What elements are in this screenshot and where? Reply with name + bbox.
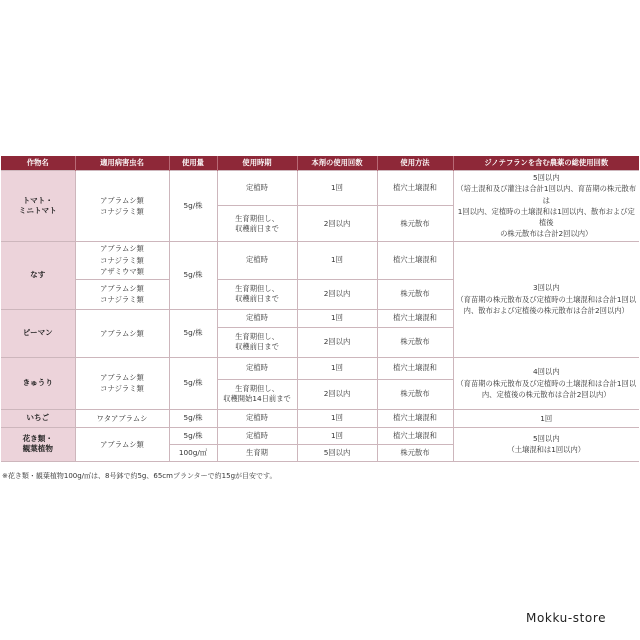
timing-cell: 定植時 (217, 427, 297, 444)
pest-cell (75, 357, 169, 409)
count-cell: 1回 (297, 309, 377, 327)
count-cell: 1回 (297, 241, 377, 279)
method-cell: 株元散布 (377, 279, 453, 309)
header-count: 本剤の使用回数 (297, 156, 377, 171)
method-cell: 株元散布 (377, 444, 453, 461)
count-cell: 1回 (297, 427, 377, 444)
count-cell: 5回以内 (297, 444, 377, 461)
timing-text: 生育期但し、 (235, 213, 279, 223)
crop-name: トマト・ (22, 195, 53, 205)
crop-cell-cucumber: きゅうり (1, 357, 75, 409)
crop-name: ミニトマト (18, 205, 57, 215)
pest-name: アブラムシ類 (100, 372, 144, 382)
timing-cell: 定植時 (217, 357, 297, 379)
crop-cell-strawberry: いちご (1, 409, 75, 427)
timing-cell: 定植時 (217, 241, 297, 279)
total-cell: 1回 (453, 409, 639, 427)
total-text: 内、定植後の株元散布は合計2回以内） (481, 389, 611, 399)
pest-name: コナジラミ類 (100, 255, 144, 265)
pest-name: アブラムシ類 (100, 195, 144, 205)
total-text: 3回以内 (532, 283, 560, 293)
total-text: 4回以内 (532, 367, 560, 377)
amount-cell: 5g/株 (169, 409, 217, 427)
method-cell: 植穴土壌混和 (377, 427, 453, 444)
total-cell (453, 357, 639, 409)
count-cell: 2回以内 (297, 279, 377, 309)
crop-cell-eggplant: なす (1, 241, 75, 309)
method-cell: 植穴土壌混和 (377, 309, 453, 327)
pest-cell: アブラムシ類 (75, 427, 169, 461)
total-text: （育苗期の株元散布及び定植時の土壌混和は合計1回以 (456, 294, 637, 304)
method-cell: 植穴土壌混和 (377, 241, 453, 279)
timing-text: 生育期但し、 (235, 332, 279, 342)
header-timing: 使用時期 (217, 156, 297, 171)
timing-text: 生育期但し、 (235, 284, 279, 294)
pest-cell (75, 241, 169, 279)
total-text: （育苗期の株元散布及び定植時の土壌混和は合計1回以 (456, 378, 637, 388)
pest-cell: ワタアブラムシ (75, 409, 169, 427)
crop-name: 観葉植物 (22, 444, 53, 454)
crop-cell-flowers (1, 427, 75, 461)
header-method: 使用方法 (377, 156, 453, 171)
count-cell: 1回 (297, 357, 377, 379)
header-crop: 作物名 (1, 156, 75, 171)
timing-text: 収穫前日まで (235, 342, 279, 352)
header-amount: 使用量 (169, 156, 217, 171)
total-text: （培土混和及び灌注は合計1回以内、育苗期の株元散布は (456, 184, 637, 205)
timing-text: 収穫前日まで (235, 223, 279, 233)
pest-name: アザミウマ類 (100, 266, 144, 276)
table-row (1, 357, 639, 379)
amount-cell: 5g/株 (169, 357, 217, 409)
method-cell: 植穴土壌混和 (377, 409, 453, 427)
method-cell: 植穴土壌混和 (377, 357, 453, 379)
pest-name: アブラムシ類 (100, 244, 144, 254)
table-row (1, 427, 639, 444)
method-cell: 植穴土壌混和 (377, 171, 453, 206)
amount-cell: 5g/株 (169, 427, 217, 444)
pest-cell (75, 279, 169, 309)
total-text: 5回以内 (532, 433, 560, 443)
pest-name: コナジラミ類 (100, 206, 144, 216)
total-text: （土壌混和は1回以内） (507, 445, 586, 455)
total-text: 内、散布および定植後の株元散布は合計2回以内） (463, 305, 629, 315)
pest-name: アブラムシ類 (100, 283, 144, 293)
timing-text: 生育期但し、 (235, 384, 279, 394)
timing-cell (217, 327, 297, 357)
count-cell: 1回 (297, 409, 377, 427)
total-text: 1回以内、定植時の土壌混和は1回以内、散布および定植後 (457, 206, 635, 228)
header-total: ジノテフランを含む農薬の総使用回数 (453, 156, 639, 171)
amount-cell: 5g/株 (169, 241, 217, 309)
timing-cell: 定植時 (217, 409, 297, 427)
method-cell: 株元散布 (377, 327, 453, 357)
footnote: ※花き類・観葉植物100g/㎡は、8号鉢で約5g、65cmプランターで約15gが目安です。 (2, 472, 277, 480)
pest-cell: アブラムシ類 (75, 309, 169, 357)
method-cell: 株元散布 (377, 206, 453, 241)
crop-cell-tomato (1, 171, 75, 242)
timing-cell: 定植時 (217, 309, 297, 327)
table-row (1, 171, 639, 206)
table-row (1, 409, 639, 427)
count-cell: 2回以内 (297, 327, 377, 357)
crop-cell-pepper: ピーマン (1, 309, 75, 357)
timing-cell (217, 206, 297, 241)
count-cell: 1回 (297, 171, 377, 206)
watermark-label: Mokku-store (526, 611, 607, 625)
timing-text: 収穫開始14日前まで (223, 394, 291, 404)
count-cell: 2回以内 (297, 206, 377, 241)
pest-name: コナジラミ類 (100, 295, 144, 305)
timing-text: 収穫前日まで (235, 294, 279, 304)
table-header-row (1, 156, 639, 171)
method-cell: 株元散布 (377, 379, 453, 409)
amount-cell: 5g/株 (169, 171, 217, 242)
timing-cell: 定植時 (217, 171, 297, 206)
pest-name: コナジラミ類 (100, 384, 144, 394)
total-cell (453, 427, 639, 461)
total-cell (453, 171, 639, 242)
timing-cell (217, 279, 297, 309)
count-cell: 2回以内 (297, 379, 377, 409)
amount-cell: 5g/株 (169, 309, 217, 357)
pest-cell (75, 171, 169, 242)
table-row (1, 241, 639, 279)
amount-cell: 100g/㎡ (169, 444, 217, 461)
total-text: 5回以内 (532, 173, 560, 182)
total-cell (453, 241, 639, 357)
header-pest: 適用病害虫名 (75, 156, 169, 171)
timing-cell (217, 379, 297, 409)
total-text: の株元散布は合計2回以内） (500, 229, 593, 239)
pesticide-usage-table (1, 156, 639, 462)
timing-cell: 生育期 (217, 444, 297, 461)
crop-name: 花き類・ (22, 434, 53, 444)
